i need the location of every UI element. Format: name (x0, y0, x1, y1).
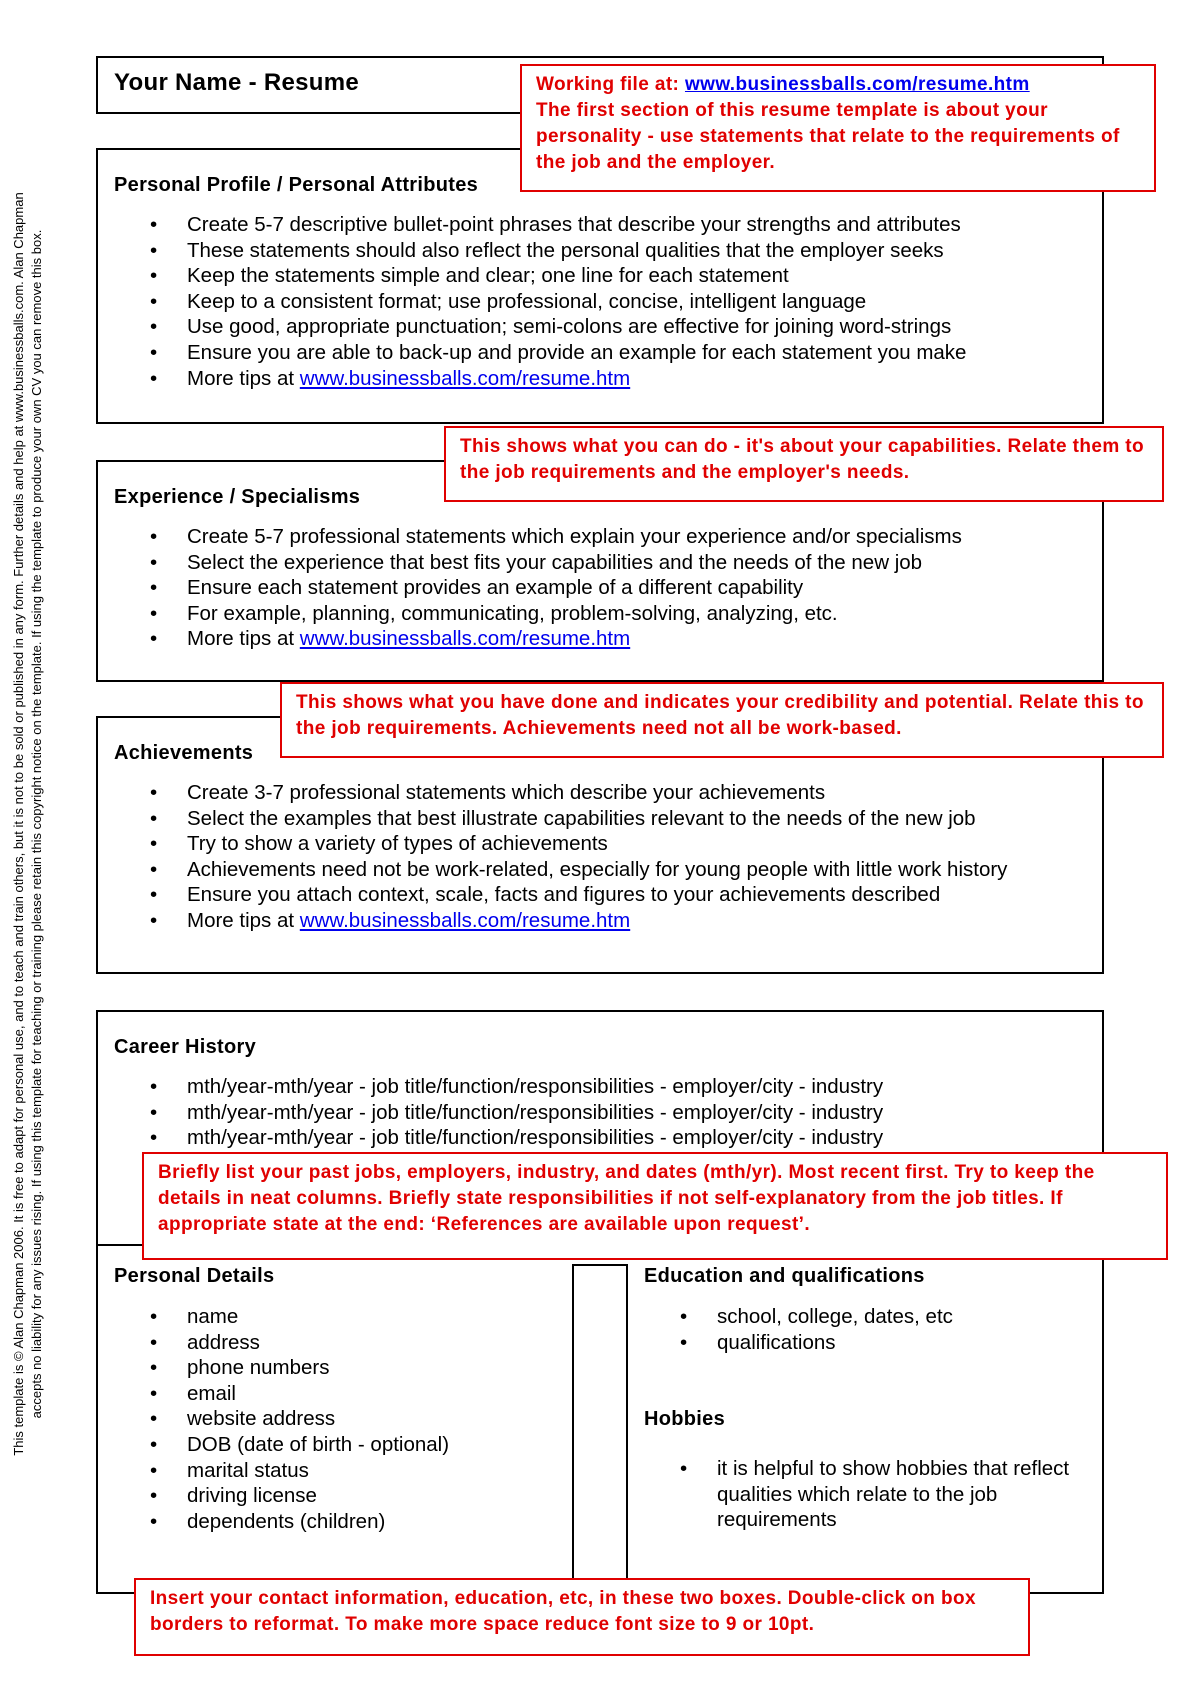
page-title: Your Name - Resume (114, 69, 360, 96)
note-working-file[interactable] (520, 64, 1156, 192)
achievements-heading: Achievements (114, 742, 254, 764)
list-item: • mth/year-mth/year - job title/function/responsibilities - employer/city - industry (150, 1074, 883, 1100)
note-working-file-link[interactable]: www.businessballs.com/resume.htm (684, 74, 1030, 95)
hobbies-list (680, 1456, 1077, 1533)
list-item: • Select the experience that best fits your capabilities and the needs of the new job (150, 550, 962, 576)
list-item: • marital status (150, 1458, 449, 1484)
list-item: • Keep to a consistent format; use professional, concise, intelligent language (150, 289, 966, 315)
list-item: • Ensure you are able to back-up and provide an example for each statement you make (150, 340, 966, 366)
list-item: • address (150, 1330, 449, 1356)
tips-link[interactable]: www.businessballs.com/resume.htm (299, 366, 631, 390)
column-divider-left (572, 1264, 574, 1592)
list-item-tips (150, 908, 1007, 934)
list-item-tips (150, 366, 966, 392)
list-item: • Keep the statements simple and clear; one line for each statement (150, 263, 966, 289)
note-contact[interactable] (134, 1578, 1030, 1656)
note-career-text: Briefly list your past jobs, employers, industry, and dates (mth/yr). Most recent first. Try to keep the details in neat columns. Briefly state responsibilities if not self-explanatory from the job titles. If appropriate state at the end: ‘References are available upon request’. (158, 1162, 1095, 1235)
list-item: • Use good, appropriate punctuation; semi-colons are effective for joining word-strings (150, 314, 966, 340)
profile-heading: Personal Profile / Personal Attributes (114, 174, 479, 196)
list-item: • Try to show a variety of types of achievements (150, 831, 1007, 857)
career-box[interactable] (96, 1010, 1104, 1594)
achievements-list (150, 780, 1007, 934)
copyright-notice (10, 24, 54, 1624)
list-item: • email (150, 1381, 449, 1407)
personal-list (150, 1304, 449, 1534)
tips-link[interactable]: www.businessballs.com/resume.htm (299, 627, 631, 651)
list-item: • qualifications (680, 1330, 953, 1356)
note-working-file-text: The first section of this resume template is about your personality - use statements that relate to the requirements of the job and the employer. (536, 100, 1120, 173)
list-item: • dependents (children) (150, 1509, 449, 1535)
list-item: • phone numbers (150, 1355, 449, 1381)
note-career[interactable] (142, 1152, 1168, 1260)
list-item: • name (150, 1304, 449, 1330)
list-item: • Ensure each statement provides an example of a different capability (150, 575, 962, 601)
note-contact-text: Insert your contact information, education, etc, in these two boxes. Double-click on box borders to reformat. To make more space reduce font size to 9 or 10pt. (150, 1588, 976, 1635)
note-capabilities-text: This shows what you can do - it's about your capabilities. Relate them to the job requirements and the employer's needs. (460, 436, 1145, 483)
note-credibility-text: This shows what you have done and indicates your credibility and potential. Relate this to the job requirements. Achievements need not all be work-based. (296, 692, 1144, 739)
hobbies-heading: Hobbies (644, 1408, 725, 1430)
note-capabilities[interactable] (444, 426, 1164, 502)
column-divider-top (572, 1264, 628, 1266)
list-item: • These statements should also reflect the personal qualities that the employer seeks (150, 238, 966, 264)
list-item-tips (150, 626, 962, 652)
experience-list (150, 524, 962, 652)
profile-list (150, 212, 966, 391)
list-item (680, 1456, 1077, 1533)
list-item: • driving license (150, 1483, 449, 1509)
list-item: • mth/year-mth/year - job title/function/responsibilities - employer/city - industry (150, 1125, 883, 1151)
list-item: • Create 3-7 professional statements which describe your achievements (150, 780, 1007, 806)
list-item: • website address (150, 1406, 449, 1432)
personal-heading: Personal Details (114, 1265, 275, 1287)
list-item: • school, college, dates, etc (680, 1304, 953, 1330)
list-item: • mth/year-mth/year - job title/function/responsibilities - employer/city - industry (150, 1100, 883, 1126)
list-item: • DOB (date of birth - optional) (150, 1432, 449, 1458)
hobbies-item-text: it is helpful to show hobbies that reflect qualities which relate to the job requirements (717, 1457, 1070, 1532)
list-item: • Create 5-7 descriptive bullet-point phrases that describe your strengths and attributes (150, 212, 966, 238)
list-item: • Ensure you attach context, scale, facts and figures to your achievements described (150, 882, 1007, 908)
copyright-line-1: This template is © Alan Chapman 2006. It is free to adapt for personal use, and to teach and train others, but it is not to be sold or published in any form. Further details and help at www.businessballs.com. Alan Chapman (11, 192, 26, 1456)
tips-link[interactable]: www.businessballs.com/resume.htm (299, 908, 631, 932)
column-divider-right (626, 1264, 628, 1592)
note-working-file-line (536, 72, 1140, 98)
experience-heading: Experience / Specialisms (114, 486, 361, 508)
education-list (680, 1304, 953, 1355)
tips-prefix: More tips at (187, 627, 300, 651)
list-item: • Select the examples that best illustrate capabilities relevant to the needs of the new job (150, 806, 1007, 832)
career-heading: Career History (114, 1036, 257, 1058)
list-item: • Create 5-7 professional statements which explain your experience and/or specialisms (150, 524, 962, 550)
tips-prefix: More tips at (187, 366, 300, 390)
copyright-line-2: accepts no liability for any issues rising. If using this template for teaching or training please retain this copyright notice on the template. If using the template to produce your own CV you can remove this box. (29, 229, 44, 1419)
list-item: • For example, planning, communicating, problem-solving, analyzing, etc. (150, 601, 962, 627)
note-working-file-label: Working file at: (536, 74, 685, 95)
education-heading: Education and qualifications (644, 1265, 925, 1287)
tips-prefix: More tips at (187, 908, 300, 932)
list-item: • Achievements need not be work-related, especially for young people with little work history (150, 857, 1007, 883)
note-credibility[interactable] (280, 682, 1164, 758)
career-list (150, 1074, 883, 1151)
